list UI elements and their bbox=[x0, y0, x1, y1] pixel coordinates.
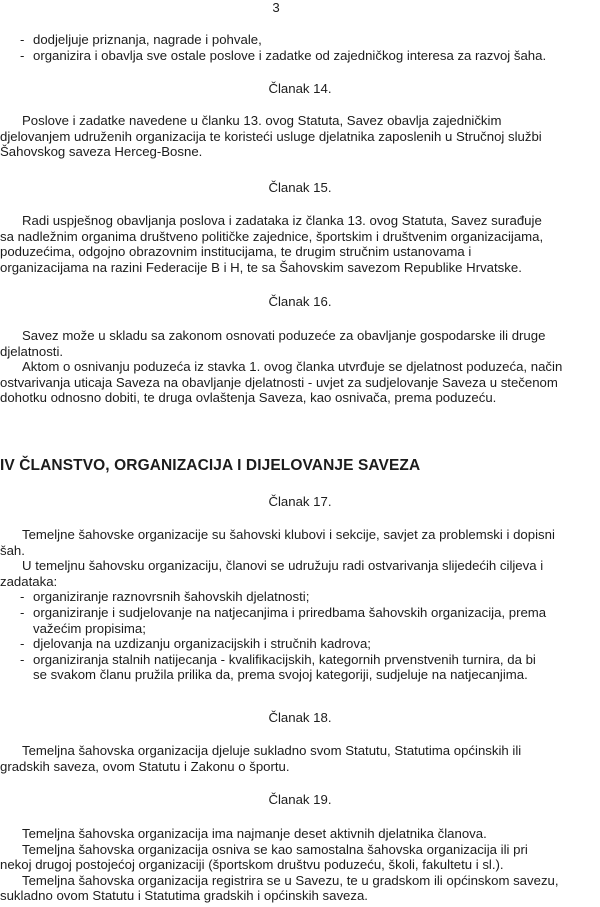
paragraph-line: sukladno ovom Statutu i Statutima gradskih i općinskih saveza. bbox=[0, 888, 368, 904]
paragraph-line: sa nadležnim organima društveno političke zajednice, športskim i društvenim organizacijama, bbox=[0, 228, 544, 244]
paragraph-line: ostvarivanja uticaja Saveza na obavljanje djelatnosti - uvjet za sudjelovanje Saveza u stečenom bbox=[0, 374, 558, 390]
list-item-text: dodjeljuje priznanja, nagrade i pohvale, bbox=[33, 32, 262, 47]
article-14-heading: Članak 14. bbox=[268, 81, 332, 96]
list-item-text: organizira i obavlja sve ostale poslove i zadatke od zajedničkog interesa za razvoj šaha. bbox=[33, 47, 547, 63]
paragraph-line: Šahovskog saveza Herceg-Bosne. bbox=[0, 144, 203, 160]
paragraph-line: dohotku odnosno dobiti, te druga ovlaštenja Saveza, kao osnivača, prema poduzeću. bbox=[0, 390, 497, 406]
list-item: - dodjeljuje priznanja, nagrade i pohvale, bbox=[20, 32, 262, 47]
paragraph-line: poduzećima, odgojno obrazovnim institucijama, te drugim stručnim ustanovama i bbox=[0, 244, 472, 260]
article-15-heading: Članak 15. bbox=[268, 180, 332, 195]
paragraph-line: Temeljna šahovska organizacija osniva se kao samostalna šahovska organizacija ili pri bbox=[22, 841, 528, 857]
list-item-text: djelovanja na uzdizanju organizacijskih i stručnih kadrova; bbox=[33, 636, 371, 652]
article-15-body bbox=[0, 213, 600, 275]
paragraph-line: Aktom o osnivanju poduzeća iz stavka 1. ovog članka utvrđuje se djelatnost poduzeća, način bbox=[22, 359, 563, 375]
article-18-heading: Članak 18. bbox=[268, 710, 332, 725]
paragraph-line: djelovanjem udruženih organizacija te koristeći usluge djelatnika zaposlenih u Stručnoj službi bbox=[0, 128, 542, 144]
article-14-body bbox=[0, 113, 600, 160]
list-item: - djelovanja na uzdizanju organizacijskih i stručnih kadrova; bbox=[20, 636, 371, 652]
list-item: - organiziranje i sudjelovanje na natjecanjima i priredbama šahovskih organizacija, prema bbox=[20, 604, 547, 620]
article-19-heading: Članak 19. bbox=[268, 792, 332, 807]
article-19-body bbox=[0, 826, 600, 904]
paragraph-line: šah. bbox=[0, 542, 25, 558]
paragraph-line: Temeljne šahovske organizacije su šahovski klubovi i sekcije, savjet za problemski i dopisni bbox=[22, 527, 555, 542]
list-item: - organiziranja stalnih natijecanja - kvalifikacijskih, kategornih prvenstvenih turnira, da bi bbox=[20, 651, 536, 667]
paragraph-line: Radi uspješnog obavljanja poslova i zadataka iz članka 13. ovog Statuta, Savez surađuje bbox=[22, 213, 542, 228]
list-item: - organiziranje raznovrsnih šahovskih djelatnosti; bbox=[20, 589, 310, 605]
chapter-heading: IV ČLANSTVO, ORGANIZACIJA I DIJELOVANJE SAVEZA bbox=[0, 457, 421, 474]
list-item-text: organiziranja stalnih natijecanja - kvalifikacijskih, kategornih prvenstvenih turnira, da bi bbox=[33, 651, 536, 667]
list-item-text: organiziranje i sudjelovanje na natjecanjima i priredbama šahovskih organizacija, prema bbox=[33, 604, 547, 620]
paragraph-line: gradskih saveza, ovom Statutu i Zakonu o športu. bbox=[0, 758, 290, 774]
article-16-heading: Članak 16. bbox=[268, 294, 332, 309]
article-16-body bbox=[0, 328, 600, 406]
paragraph-line: Temeljna šahovska organizacija djeluje sukladno svom Statutu, Statutima općinskih ili bbox=[22, 743, 522, 758]
page-number: 3 bbox=[272, 0, 280, 15]
list-item-continuation: se svakom članu pružila prilika da, prema svojoj kategoriji, sudjeluje na natjecanjima. bbox=[33, 667, 528, 683]
paragraph-line: Temeljna šahovska organizacija registrira se u Savezu, te u gradskom ili općinskom savezu, bbox=[22, 872, 559, 888]
paragraph-line: djelatnosti. bbox=[0, 343, 64, 359]
paragraph-line: U temeljnu šahovsku organizaciju, članovi se udružuju radi ostvarivanja slijedećih ciljeva i bbox=[22, 558, 544, 574]
paragraph-line: nekoj drugoj postojećoj organizaciji (športskom društvu poduzeću, školi, fakultetu i sl.). bbox=[0, 857, 504, 873]
article-18-body bbox=[0, 743, 600, 774]
paragraph-line: Temeljna šahovska organizacija ima najmanje deset aktivnih djelatnika članova. bbox=[22, 826, 487, 841]
top-bullet-list bbox=[0, 32, 600, 63]
list-item-text: organiziranje raznovrsnih šahovskih djelatnosti; bbox=[33, 589, 310, 605]
paragraph-line: Poslove i zadatke navedene u članku 13. ovog Statuta, Savez obavlja zajedničkim bbox=[22, 113, 502, 128]
list-item: - organizira i obavlja sve ostale poslove i zadatke od zajedničkog interesa za razvoj šaha. bbox=[20, 47, 547, 63]
paragraph-line: zadataka: bbox=[0, 573, 58, 589]
list-item-continuation: važećim propisima; bbox=[33, 620, 146, 636]
article-17-heading: Članak 17. bbox=[268, 494, 332, 509]
paragraph-line: organizacijama na razini Federacije B i H, te sa Šahovskim savezom Republike Hrvatske. bbox=[0, 259, 522, 275]
article-17-body bbox=[0, 527, 600, 683]
paragraph-line: Savez može u skladu sa zakonom osnovati poduzeće za obavljanje gospodarske ili druge bbox=[22, 328, 546, 343]
